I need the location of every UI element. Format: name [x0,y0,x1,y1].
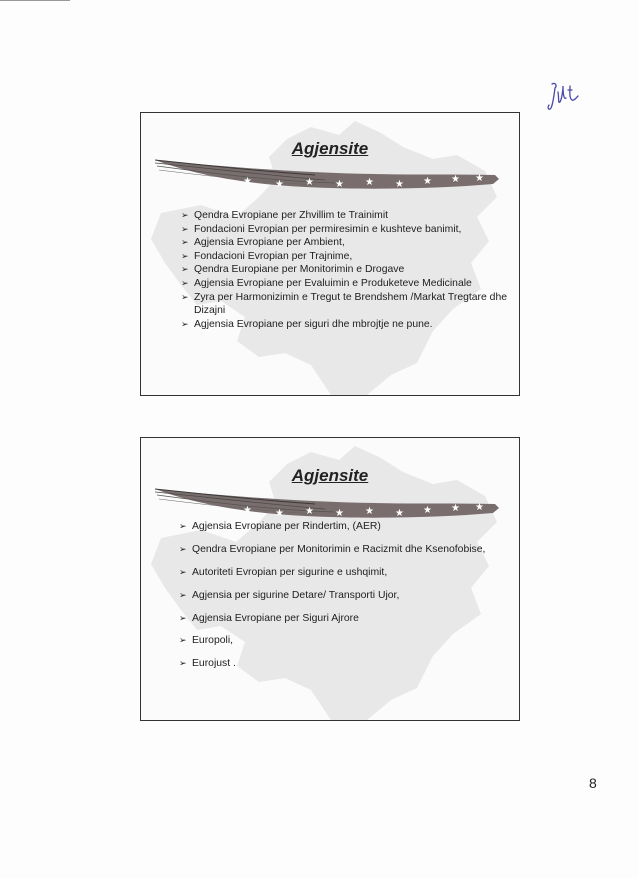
list-item: ➢ Autoriteti Evropian per sigurine e ushqimit, [179,566,509,580]
slide-2 [140,437,520,721]
svg-text:★: ★ [475,173,484,184]
svg-text:★: ★ [335,179,344,190]
list-item: ➢ Eurojust . [179,657,509,671]
list-item: ➢ Fondacioni Evropian per Trajnime, [181,250,511,264]
svg-text:★: ★ [365,177,374,188]
svg-text:★: ★ [475,502,484,513]
svg-text:★: ★ [423,176,432,187]
scan-edge-line [0,0,70,1]
list-item: ➢ Zyra per Harmonizimin e Tregut te Brendshem /Markat Tregtare dhe Dizajni [181,291,511,318]
svg-text:★: ★ [335,508,344,519]
svg-text:★: ★ [243,505,252,516]
list-item: ➢ Agjensia Evropiane per siguri dhe mbrojtje ne pune. [181,318,511,332]
slide-title: Agjensite [291,466,369,485]
list-item: ➢ Qendra Evropiane per Zhvillim te Trainimit [181,209,511,223]
list-item: ➢ Agjensia per sigurine Detare/ Transporti Ujor, [179,589,509,603]
svg-text:★: ★ [305,506,314,517]
list-item: ➢ Europoli, [179,634,509,648]
list-item: ➢ Agjensia Evropiane per Rindertim, (AER) [179,520,509,534]
svg-text:★: ★ [395,179,404,190]
svg-text:★: ★ [275,179,284,190]
svg-text:★: ★ [365,506,374,517]
svg-text:★: ★ [243,176,252,187]
list-item: ➢ Agjensia Evropiane per Ambient, [181,236,511,250]
svg-text:★: ★ [395,508,404,519]
list-item: ➢ Qendra Evropiane per Monitorimin e Racizmit dhe Ksenofobise, [179,543,509,557]
slide-1 [140,112,520,396]
list-item: ➢ Agjensia Evropiane per Evaluimin e Produketeve Medicinale [181,277,511,291]
svg-text:★: ★ [451,503,460,514]
list-item: ➢ Agjensia Evropiane per Siguri Ajrore [179,612,509,626]
agency-list [179,520,509,680]
svg-text:★: ★ [451,174,460,185]
svg-text:★: ★ [305,177,314,188]
handwritten-signature [546,78,582,114]
star-banner [155,157,501,197]
svg-text:★: ★ [275,508,284,519]
slide-title: Agjensite [291,139,369,158]
svg-text:★: ★ [423,505,432,516]
page-number: 8 [589,775,597,791]
list-item: ➢ Qendra Europiane per Monitorimin e Drogave [181,263,511,277]
list-item: ➢ Fondacioni Evropian per permiresimin e kushteve banimit, [181,223,511,237]
agency-list [181,209,511,331]
